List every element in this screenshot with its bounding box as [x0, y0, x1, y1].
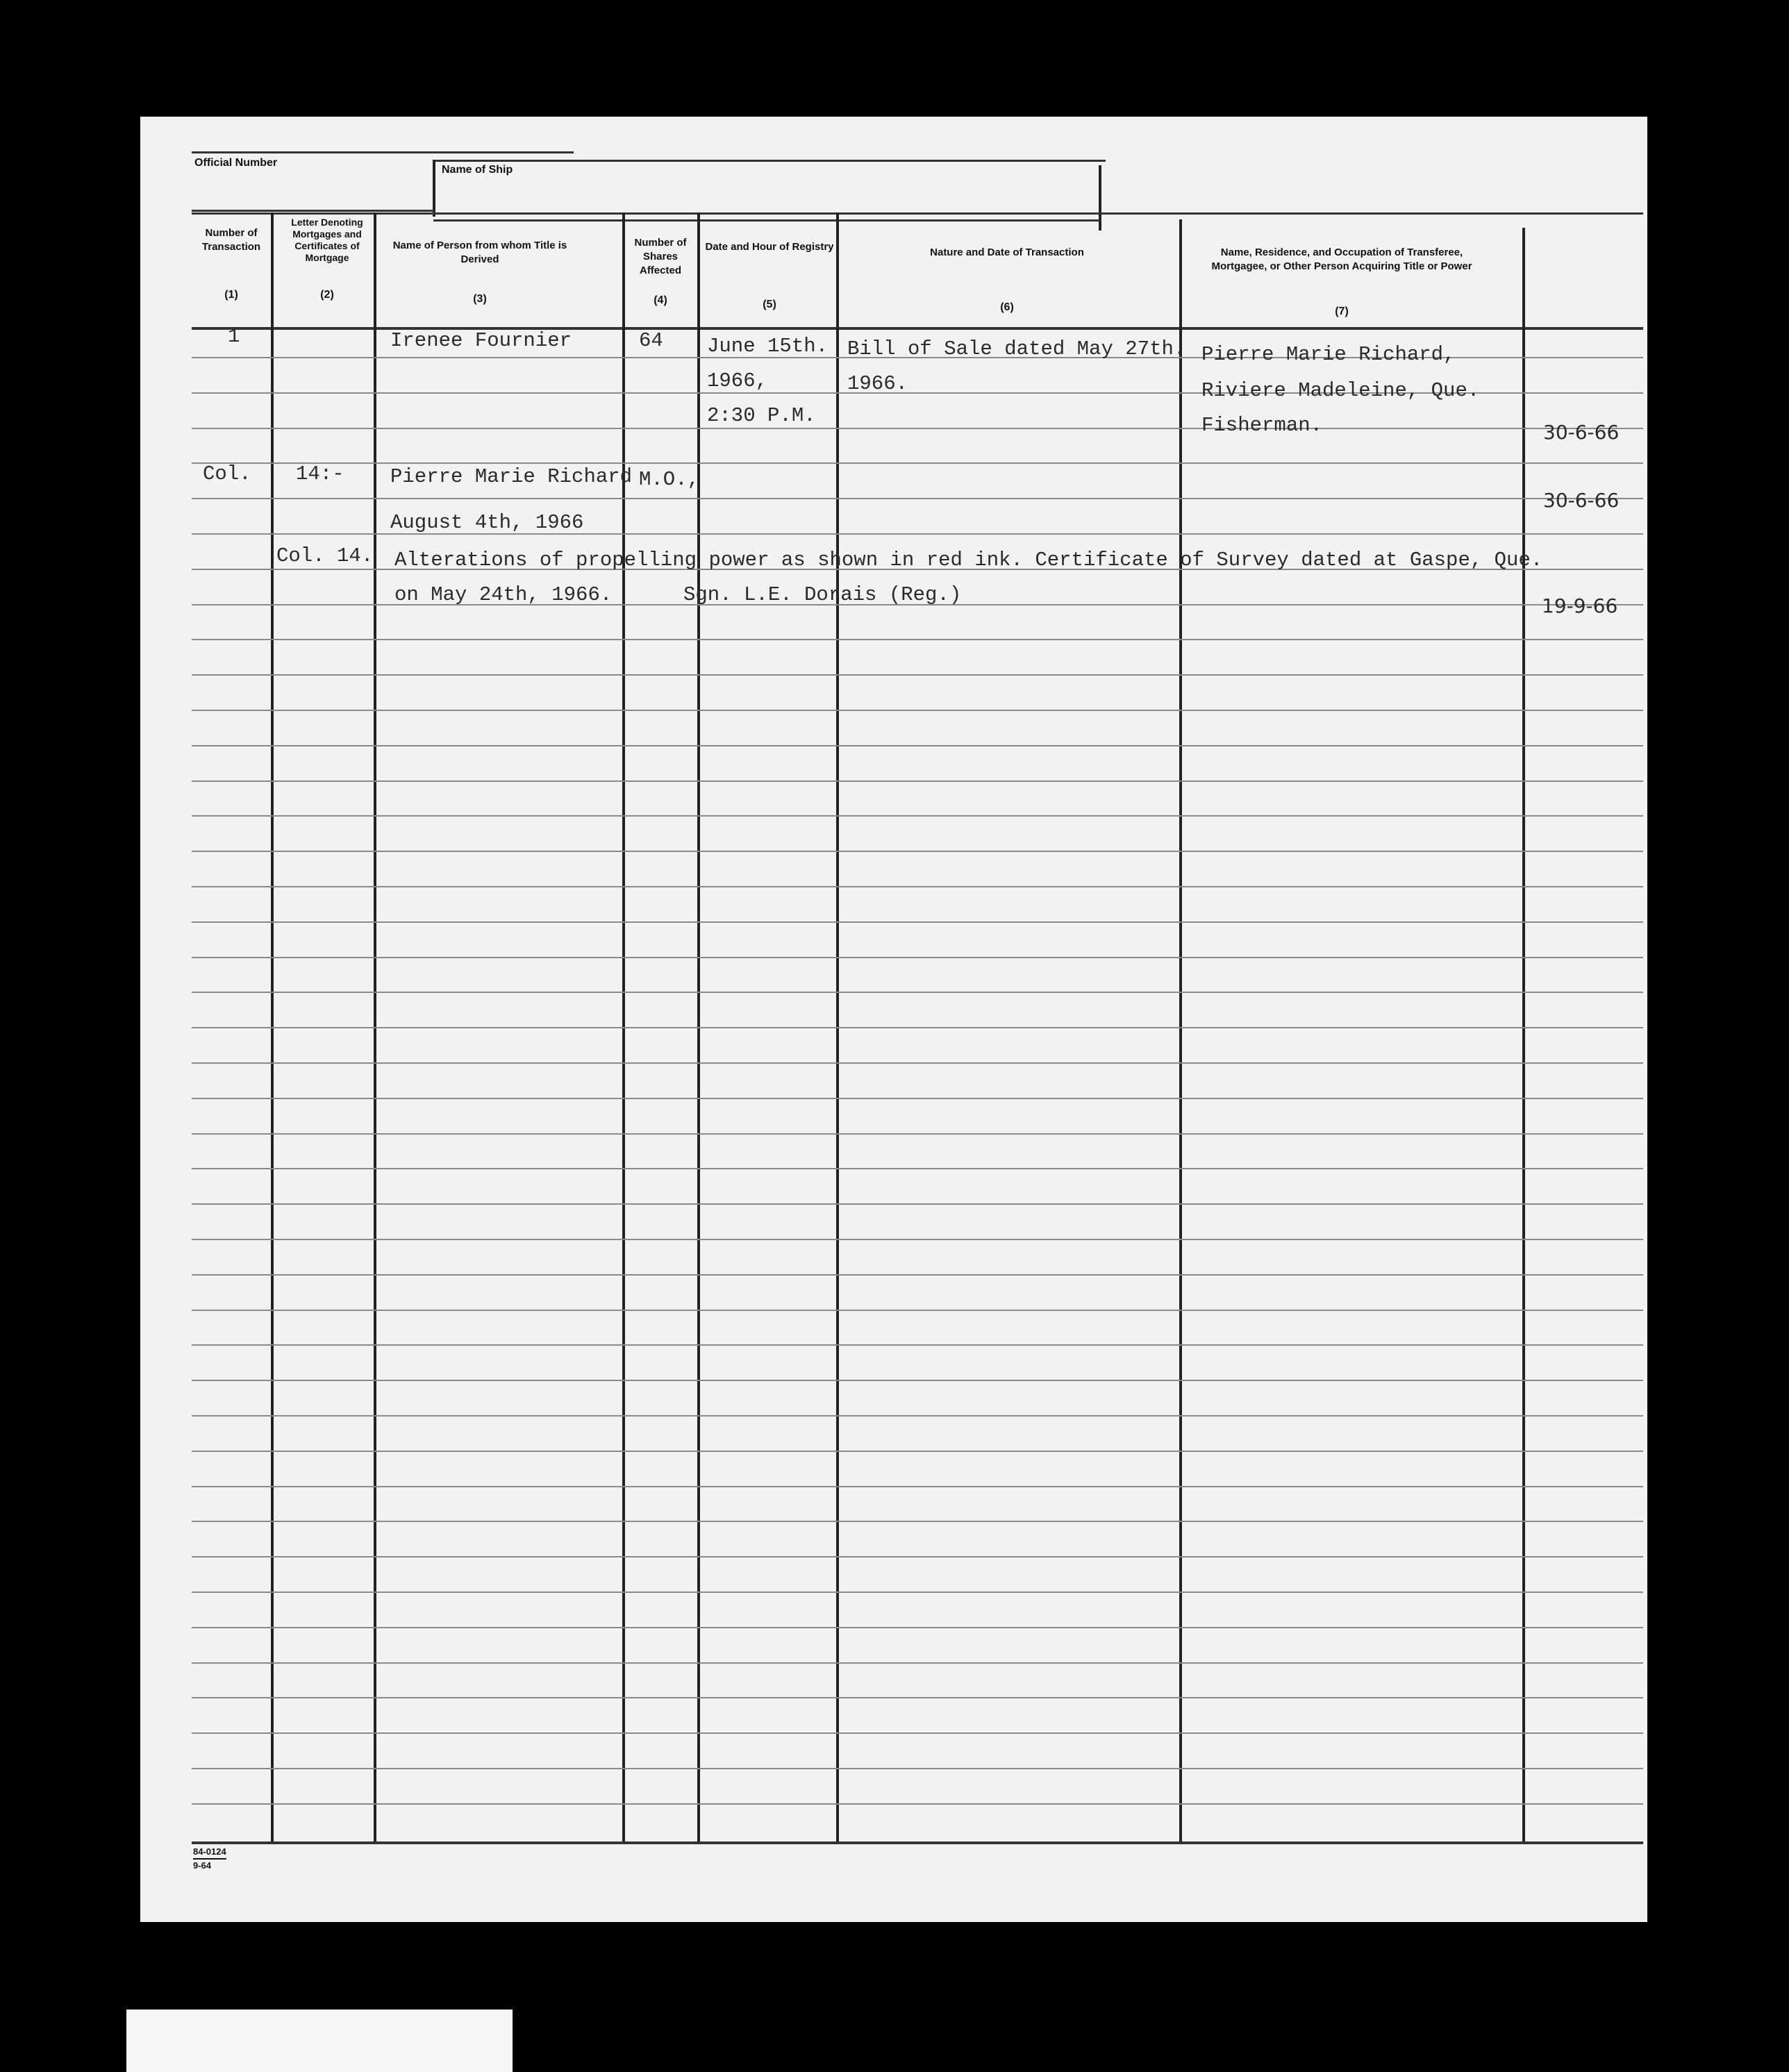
ruled-line: [192, 1591, 1643, 1593]
ship-name-box-top: [433, 160, 1106, 162]
col2-number: (2): [320, 289, 334, 301]
official-number-box-top: [192, 151, 574, 153]
ruled-line: [192, 1027, 1643, 1028]
ruled-line: [192, 1239, 1643, 1240]
entry2-letter: 14:-: [296, 462, 344, 485]
col4-number: (4): [654, 294, 667, 306]
ruled-line: [192, 1521, 1643, 1522]
form-code: [193, 1846, 226, 1872]
entry1-number: 1: [228, 325, 240, 348]
entry1-acquirer-line3: Fisherman.: [1201, 414, 1323, 437]
entry1-from: Irenee Fournier: [390, 329, 572, 352]
ruled-line: [192, 957, 1643, 958]
ruled-line: [192, 428, 1643, 429]
col3-number: (3): [473, 293, 487, 305]
register-page: [140, 117, 1647, 1922]
ruled-line: [192, 1310, 1643, 1311]
col3-header: Name of Person from whom Title is Derived: [392, 240, 567, 265]
entry2-from-line2: August 4th, 1966: [390, 511, 584, 534]
official-number-label: Official Number: [194, 157, 278, 169]
entry2-number: Col.: [203, 462, 251, 485]
entry3-margin-date: 19-9-66: [1542, 594, 1618, 617]
ruled-line: [192, 1062, 1643, 1064]
ruled-line: [192, 780, 1643, 782]
entry1-acquirer-line1: Pierre Marie Richard,: [1201, 343, 1456, 366]
col1-header: Number of Transaction: [201, 227, 261, 253]
ship-name-box-left: [433, 160, 435, 217]
col2-header: Letter Denoting Mortgages and Certificates of Mortgage: [291, 217, 363, 263]
ruled-line: [192, 992, 1643, 993]
ruled-line: [192, 1203, 1643, 1205]
ruled-line: [192, 1168, 1643, 1169]
col-divider-7: [1522, 228, 1525, 1841]
ruled-line: [192, 745, 1643, 746]
entry1-acquirer-line2: Riviere Madeleine, Que.: [1201, 379, 1480, 402]
entry1-nature-line2: 1966.: [847, 372, 908, 395]
ruled-line: [192, 1768, 1643, 1769]
ruled-line: [192, 1274, 1643, 1276]
header-top-line: [192, 212, 1643, 215]
ruled-line: [192, 1732, 1643, 1734]
entry3-letter: Col. 14.: [276, 544, 374, 567]
ship-name-label: Name of Ship: [442, 164, 513, 176]
ruled-line: [192, 462, 1643, 464]
table-bottom-line: [192, 1841, 1643, 1844]
ruled-line: [192, 1133, 1643, 1135]
ruled-line: [192, 1380, 1643, 1381]
ruled-line: [192, 710, 1643, 711]
form-code-date: 9-64: [193, 1860, 212, 1871]
film-edge-tab: [126, 2010, 513, 2072]
ruled-line: [192, 674, 1643, 676]
col5-header: Date and Hour of Registry: [705, 241, 834, 253]
entry2-shares: M.O.,: [639, 468, 700, 491]
ruled-line: [192, 639, 1643, 640]
ruled-line: [192, 498, 1643, 499]
col7-number: (7): [1335, 306, 1349, 317]
col5-number: (5): [763, 299, 776, 310]
ruled-line: [192, 1803, 1643, 1805]
ruled-line: [192, 815, 1643, 817]
entry2-from-line1: Pierre Marie Richard: [390, 465, 633, 488]
ruled-line: [192, 1486, 1643, 1487]
ruled-line: [192, 886, 1643, 887]
entry3-text-line1: Alterations of propelling power as shown in red ink. Certificate of Survey dated at Gaspe, Que.: [394, 549, 1543, 571]
entry1-date-line2: 1966,: [707, 369, 768, 392]
entry3-signature: Sgn. L.E. Dorais (Reg.): [683, 583, 962, 606]
ruled-line: [192, 1627, 1643, 1628]
ruled-line: [192, 851, 1643, 852]
ruled-line: [192, 1556, 1643, 1557]
entry2-margin-date: 30-6-66: [1543, 489, 1620, 512]
col6-header: Nature and Date of Transaction: [930, 247, 1084, 258]
ruled-line: [192, 1451, 1643, 1452]
ruled-line: [192, 921, 1643, 923]
entry1-shares: 64: [639, 329, 663, 352]
ruled-line: [192, 1697, 1643, 1698]
col7-header: Name, Residence, and Occupation of Transferee, Mortgagee, or Other Person Acquiring Title or Power: [1211, 247, 1472, 272]
entry1-date-line3: 2:30 P.M.: [707, 404, 816, 427]
ruled-line: [192, 1098, 1643, 1099]
entry1-nature-line1: Bill of Sale dated May 27th.: [847, 337, 1186, 360]
col1-number: (1): [224, 289, 238, 301]
entry1-date-line1: June 15th.: [707, 335, 829, 358]
col6-number: (6): [1000, 301, 1014, 313]
ruled-line: [192, 1344, 1643, 1346]
entry1-margin-date: 30-6-66: [1543, 421, 1620, 444]
ruled-line: [192, 1662, 1643, 1664]
ruled-line: [192, 1415, 1643, 1417]
col4-header: Number of Shares Affected: [634, 237, 687, 276]
form-code-number: 84-0124: [193, 1846, 226, 1860]
entry3-text-line2: on May 24th, 1966.: [394, 583, 613, 606]
